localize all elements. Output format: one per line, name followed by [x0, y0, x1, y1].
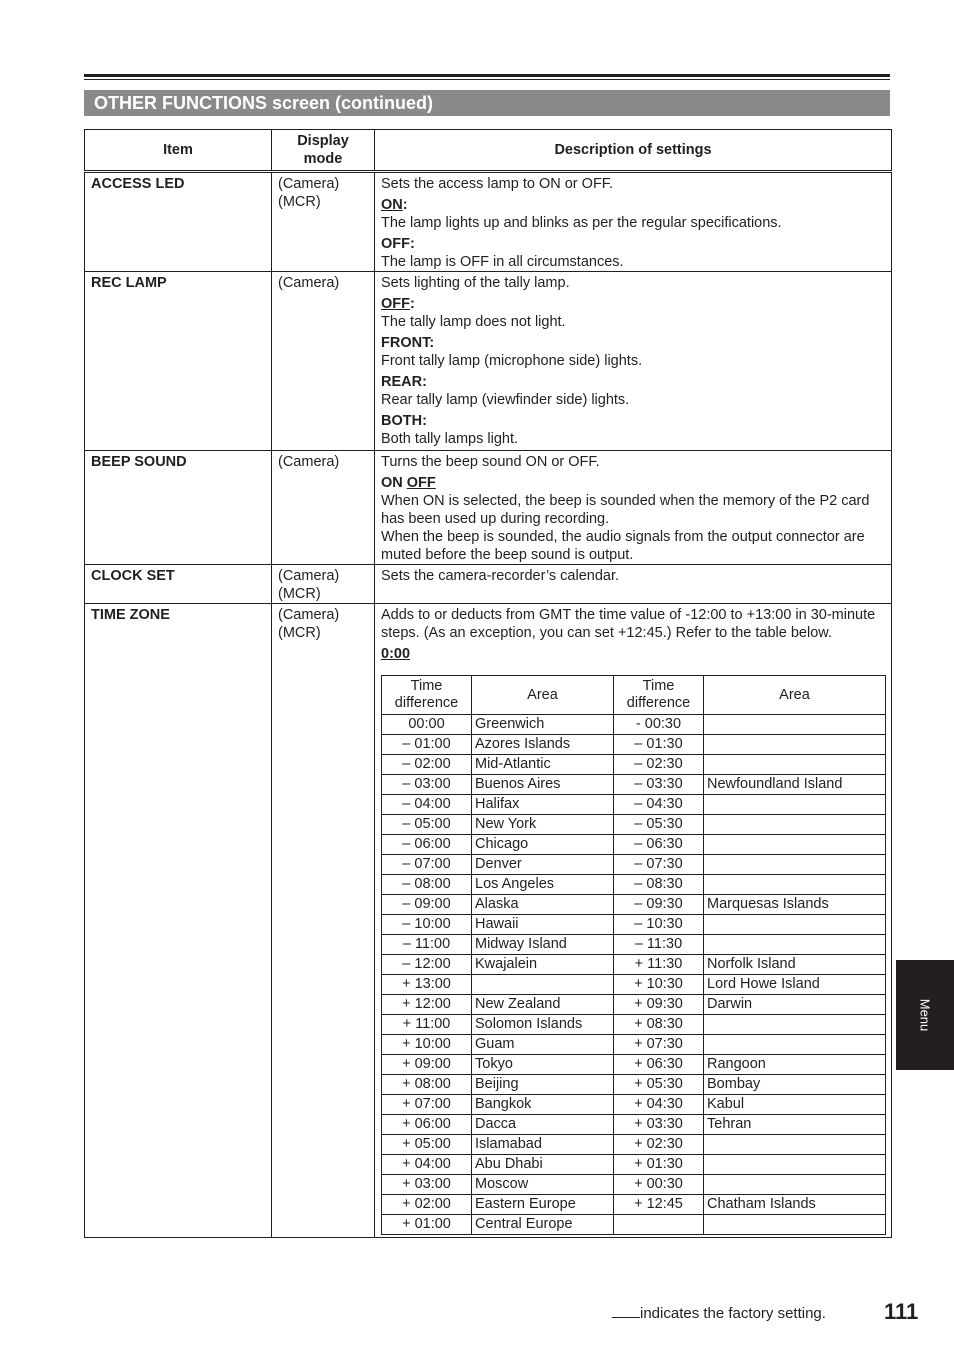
- time-difference-cell: + 12:45: [614, 1195, 704, 1215]
- area-cell: [704, 855, 886, 875]
- header-description: Description of settings: [375, 130, 892, 172]
- header-time-difference: Time difference: [382, 676, 472, 715]
- mode-camera: (Camera): [278, 176, 340, 192]
- time-difference-cell: – 03:00: [382, 775, 472, 795]
- header-area: Area: [472, 676, 614, 715]
- table-row: [382, 735, 886, 755]
- mode-mcr: (MCR): [278, 625, 321, 641]
- time-difference-cell: – 07:30: [614, 855, 704, 875]
- area-cell: Azores Islands: [472, 735, 614, 755]
- option-on-label: ON: [381, 475, 403, 491]
- side-tab-label: Menu: [917, 998, 933, 1032]
- option-on-off: [381, 474, 885, 492]
- item-beep-sound: BEEP SOUND: [85, 451, 272, 565]
- page-number: 111: [884, 1299, 919, 1324]
- table-row: [382, 1035, 886, 1055]
- area-cell: Eastern Europe: [472, 1195, 614, 1215]
- area-cell: Solomon Islands: [472, 1015, 614, 1035]
- table-row: [382, 1075, 886, 1095]
- time-difference-cell: – 11:30: [614, 935, 704, 955]
- item-time-zone: TIME ZONE: [85, 604, 272, 1238]
- time-difference-cell: + 03:30: [614, 1115, 704, 1135]
- underline-sample: [612, 1303, 640, 1318]
- time-difference-cell: – 09:30: [614, 895, 704, 915]
- mode-camera: (Camera): [278, 568, 340, 584]
- mode-clock-set: [272, 565, 375, 604]
- area-cell: [704, 795, 886, 815]
- time-difference-cell: – 06:30: [614, 835, 704, 855]
- table-row: [382, 1095, 886, 1115]
- factory-setting-note: [612, 1303, 826, 1322]
- header-item: Item: [85, 130, 272, 172]
- desc-intro: Sets the access lamp to ON or OFF.: [381, 176, 614, 192]
- area-cell: Chatham Islands: [704, 1195, 886, 1215]
- table-row-access-led: [85, 172, 892, 272]
- area-cell: [704, 1015, 886, 1035]
- option-on-colon: :: [402, 197, 408, 213]
- time-difference-cell: + 08:30: [614, 1015, 704, 1035]
- area-cell: [704, 935, 886, 955]
- desc-clock-set: [375, 565, 892, 604]
- time-difference-cell: + 02:30: [614, 1135, 704, 1155]
- time-difference-cell: – 12:00: [382, 955, 472, 975]
- area-cell: [704, 755, 886, 775]
- time-difference-cell: + 07:00: [382, 1095, 472, 1115]
- table-header-row: [85, 130, 892, 172]
- table-row-rec-lamp: [85, 272, 892, 451]
- table-row: [382, 1055, 886, 1075]
- mode-access-led: [272, 172, 375, 272]
- header-time-difference: Time difference: [614, 676, 704, 715]
- table-row: [382, 795, 886, 815]
- time-difference-cell: + 09:00: [382, 1055, 472, 1075]
- desc-detail-1: When ON is selected, the beep is sounded when the memory of the P2 card has been used up during recording.: [381, 493, 870, 527]
- area-cell: [704, 1215, 886, 1235]
- mode-camera: (Camera): [278, 275, 340, 291]
- area-cell: [704, 1135, 886, 1155]
- table-row: [382, 1015, 886, 1035]
- time-difference-cell: + 06:00: [382, 1115, 472, 1135]
- mode-beep-sound: [272, 451, 375, 565]
- time-difference-cell: - 00:30: [614, 715, 704, 735]
- default-value: 0:00: [381, 646, 411, 662]
- area-cell: [704, 835, 886, 855]
- area-cell: [704, 735, 886, 755]
- time-difference-cell: + 09:30: [614, 995, 704, 1015]
- desc-access-led: [375, 172, 892, 272]
- time-difference-cell: – 05:00: [382, 815, 472, 835]
- area-cell: Mid-Atlantic: [472, 755, 614, 775]
- table-row: [382, 1195, 886, 1215]
- table-row: [382, 895, 886, 915]
- area-cell: Chicago: [472, 835, 614, 855]
- area-cell: Beijing: [472, 1075, 614, 1095]
- time-difference-cell: – 08:30: [614, 875, 704, 895]
- time-difference-cell: – 06:00: [382, 835, 472, 855]
- option-front-desc: Front tally lamp (microphone side) lights.: [381, 353, 643, 369]
- time-difference-cell: + 05:00: [382, 1135, 472, 1155]
- top-rule-thin: [84, 79, 890, 80]
- desc-intro: Sets the camera-recorder’s calendar.: [381, 568, 620, 584]
- time-difference-cell: – 01:00: [382, 735, 472, 755]
- item-rec-lamp: REC LAMP: [85, 272, 272, 451]
- area-cell: Kabul: [704, 1095, 886, 1115]
- settings-table: [84, 129, 892, 1238]
- desc-intro: Turns the beep sound ON or OFF.: [381, 454, 600, 470]
- table-row: [382, 775, 886, 795]
- time-difference-cell: – 10:00: [382, 915, 472, 935]
- option-on-desc: The lamp lights up and blinks as per the regular specifications.: [381, 215, 782, 231]
- time-difference-cell: + 12:00: [382, 995, 472, 1015]
- time-difference-cell: – 09:00: [382, 895, 472, 915]
- desc-beep-sound: [375, 451, 892, 565]
- desc-rec-lamp: [375, 272, 892, 451]
- area-cell: Tokyo: [472, 1055, 614, 1075]
- option-off-label: OFF: [381, 296, 410, 312]
- option-off: [381, 295, 885, 313]
- time-difference-cell: – 03:30: [614, 775, 704, 795]
- desc-time-zone: [375, 604, 892, 1238]
- time-difference-cell: + 11:30: [614, 955, 704, 975]
- header-display-mode: Display mode: [272, 130, 375, 172]
- time-difference-cell: + 07:30: [614, 1035, 704, 1055]
- table-row-beep-sound: [85, 451, 892, 565]
- area-cell: [704, 1035, 886, 1055]
- table-row: [382, 1115, 886, 1135]
- table-row-clock-set: [85, 565, 892, 604]
- area-cell: [704, 715, 886, 735]
- time-difference-cell: + 13:00: [382, 975, 472, 995]
- time-difference-cell: – 11:00: [382, 935, 472, 955]
- mode-camera: (Camera): [278, 607, 340, 623]
- table-row: [382, 915, 886, 935]
- table-row: [382, 1155, 886, 1175]
- area-cell: Islamabad: [472, 1135, 614, 1155]
- desc-intro: Adds to or deducts from GMT the time value of -12:00 to +13:00 in 30-minute steps. (As an exception, you can set +12:45.) Refer to the table below.: [381, 607, 876, 641]
- area-cell: [704, 1155, 886, 1175]
- time-difference-cell: – 07:00: [382, 855, 472, 875]
- option-off-desc: The tally lamp does not light.: [381, 314, 566, 330]
- area-cell: Denver: [472, 855, 614, 875]
- table-row: [382, 1135, 886, 1155]
- header-area: Area: [704, 676, 886, 715]
- table-row: [382, 955, 886, 975]
- time-difference-cell: – 02:00: [382, 755, 472, 775]
- time-difference-cell: + 10:30: [614, 975, 704, 995]
- area-cell: [704, 915, 886, 935]
- time-difference-cell: + 01:30: [614, 1155, 704, 1175]
- area-cell: Midway Island: [472, 935, 614, 955]
- area-cell: Marquesas Islands: [704, 895, 886, 915]
- item-access-led: ACCESS LED: [85, 172, 272, 272]
- area-cell: Buenos Aires: [472, 775, 614, 795]
- area-cell: Bangkok: [472, 1095, 614, 1115]
- option-off-colon: :: [410, 296, 415, 312]
- mode-mcr: (MCR): [278, 194, 321, 210]
- time-difference-cell: – 08:00: [382, 875, 472, 895]
- mode-rec-lamp: [272, 272, 375, 451]
- time-difference-cell: + 02:00: [382, 1195, 472, 1215]
- time-difference-cell: – 02:30: [614, 755, 704, 775]
- table-row: [382, 755, 886, 775]
- area-cell: Newfoundland Island: [704, 775, 886, 795]
- area-cell: Hawaii: [472, 915, 614, 935]
- table-row: [382, 1175, 886, 1195]
- desc-intro: Sets lighting of the tally lamp.: [381, 275, 570, 291]
- time-difference-cell: + 03:00: [382, 1175, 472, 1195]
- table-row: [382, 875, 886, 895]
- time-difference-cell: + 00:30: [614, 1175, 704, 1195]
- area-cell: Central Europe: [472, 1215, 614, 1235]
- option-rear-label: REAR:: [381, 374, 427, 390]
- option-both-desc: Both tally lamps light.: [381, 431, 519, 447]
- area-cell: [704, 815, 886, 835]
- mode-camera: (Camera): [278, 454, 340, 470]
- time-difference-cell: + 06:30: [614, 1055, 704, 1075]
- time-difference-cell: + 08:00: [382, 1075, 472, 1095]
- table-row: [382, 1215, 886, 1235]
- top-rule-thick: [84, 74, 890, 77]
- area-cell: Darwin: [704, 995, 886, 1015]
- table-row: [382, 935, 886, 955]
- area-cell: [472, 975, 614, 995]
- area-cell: [704, 1175, 886, 1195]
- area-cell: Norfolk Island: [704, 955, 886, 975]
- area-cell: Alaska: [472, 895, 614, 915]
- mode-time-zone: [272, 604, 375, 1238]
- time-difference-cell: 00:00: [382, 715, 472, 735]
- time-difference-cell: – 04:00: [382, 795, 472, 815]
- area-cell: Bombay: [704, 1075, 886, 1095]
- footer-note-text: indicates the factory setting.: [640, 1305, 826, 1322]
- menu-side-tab: [896, 960, 954, 1070]
- area-cell: Halifax: [472, 795, 614, 815]
- area-cell: Moscow: [472, 1175, 614, 1195]
- time-difference-cell: – 10:30: [614, 915, 704, 935]
- area-cell: Rangoon: [704, 1055, 886, 1075]
- time-difference-cell: [614, 1215, 704, 1235]
- area-cell: Lord Howe Island: [704, 975, 886, 995]
- area-cell: Greenwich: [472, 715, 614, 735]
- time-difference-cell: + 11:00: [382, 1015, 472, 1035]
- area-cell: Guam: [472, 1035, 614, 1055]
- time-difference-cell: + 04:30: [614, 1095, 704, 1115]
- option-off-label: OFF: [406, 475, 436, 491]
- time-difference-cell: – 01:30: [614, 735, 704, 755]
- area-cell: Tehran: [704, 1115, 886, 1135]
- time-difference-cell: – 04:30: [614, 795, 704, 815]
- time-zone-table: [381, 675, 886, 1235]
- area-cell: Dacca: [472, 1115, 614, 1135]
- option-off-desc: The lamp is OFF in all circumstances.: [381, 254, 624, 270]
- area-cell: New Zealand: [472, 995, 614, 1015]
- table-row: [382, 815, 886, 835]
- section-title: OTHER FUNCTIONS screen (continued): [84, 90, 890, 116]
- table-row: [382, 855, 886, 875]
- zone-header-row: [382, 676, 886, 715]
- area-cell: New York: [472, 815, 614, 835]
- area-cell: [704, 875, 886, 895]
- option-off-label: OFF:: [381, 236, 415, 252]
- area-cell: Kwajalein: [472, 955, 614, 975]
- option-both-label: BOTH:: [381, 413, 427, 429]
- option-on: [381, 196, 885, 214]
- table-row: [382, 975, 886, 995]
- table-row: [382, 715, 886, 735]
- area-cell: Abu Dhabi: [472, 1155, 614, 1175]
- area-cell: Los Angeles: [472, 875, 614, 895]
- time-difference-cell: – 05:30: [614, 815, 704, 835]
- time-difference-cell: + 01:00: [382, 1215, 472, 1235]
- table-row-time-zone: [85, 604, 892, 1238]
- table-row: [382, 995, 886, 1015]
- option-rear-desc: Rear tally lamp (viewfinder side) lights.: [381, 392, 630, 408]
- time-difference-cell: + 05:30: [614, 1075, 704, 1095]
- option-on-label: ON: [381, 197, 403, 213]
- item-clock-set: CLOCK SET: [85, 565, 272, 604]
- desc-detail-2: When the beep is sounded, the audio signals from the output connector are muted before the beep sound is output.: [381, 529, 865, 563]
- time-difference-cell: + 04:00: [382, 1155, 472, 1175]
- time-difference-cell: + 10:00: [382, 1035, 472, 1055]
- option-front-label: FRONT:: [381, 335, 435, 351]
- table-row: [382, 835, 886, 855]
- mode-mcr: (MCR): [278, 586, 321, 602]
